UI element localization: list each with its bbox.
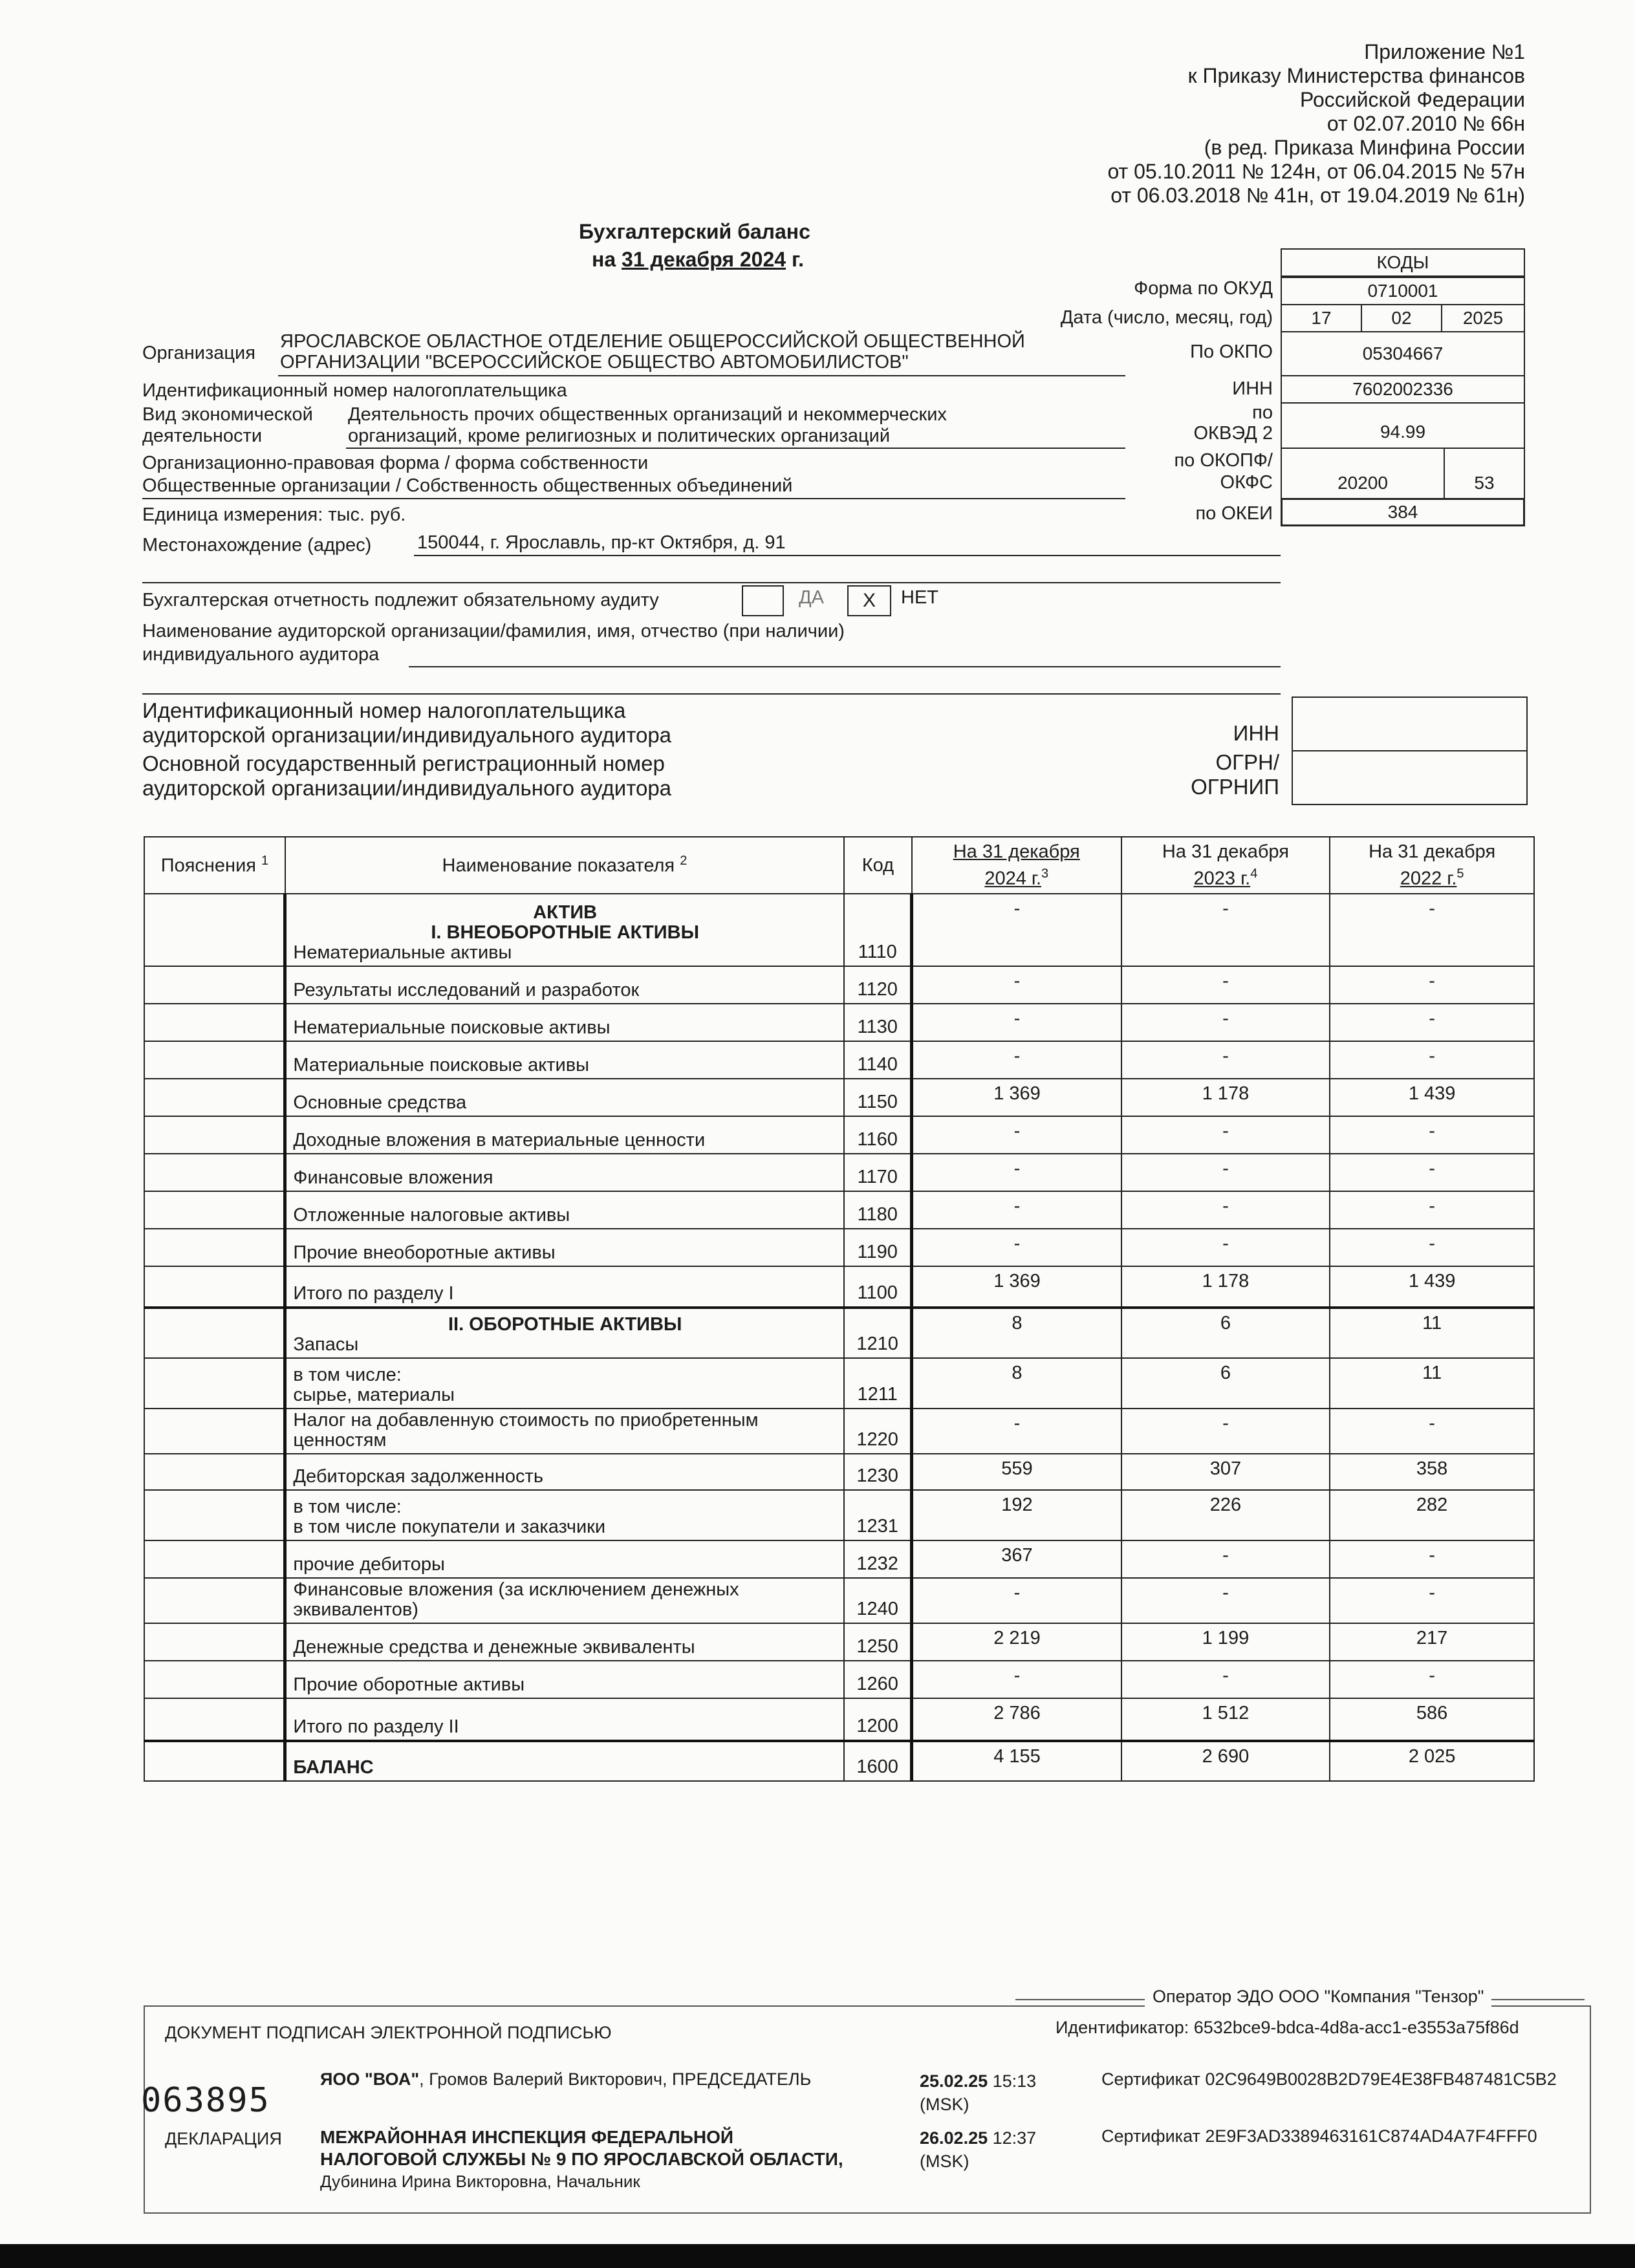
signer1-org: ЯОО "ВОА" xyxy=(320,2069,420,2089)
value-2023: - xyxy=(1121,1578,1330,1623)
value-2023: 1 199 xyxy=(1121,1623,1330,1661)
notes-cell xyxy=(144,1540,285,1578)
date-month: 02 xyxy=(1361,304,1442,332)
row-name: в том числе покупатели и заказчики xyxy=(293,1517,606,1537)
declaration-label: ДЕКЛАРАЦИЯ xyxy=(165,2129,282,2148)
value-2024: - xyxy=(912,894,1121,966)
value-2024: - xyxy=(912,1661,1121,1698)
value-2024: 1 369 xyxy=(912,1079,1121,1116)
row-name: Запасы xyxy=(293,1334,359,1355)
value-2024: - xyxy=(912,966,1121,1004)
auditor-ogrn-field[interactable] xyxy=(1292,750,1528,805)
auditor-inn-label-2: аудиторской организации/индивидуального аудитора xyxy=(142,723,672,747)
row-name-cell xyxy=(285,1741,844,1781)
address-underline-2 xyxy=(142,582,1281,583)
notes-cell xyxy=(144,1578,285,1623)
table-row xyxy=(144,1698,1534,1741)
notes-cell xyxy=(144,1490,285,1540)
row-name: прочие дебиторы xyxy=(293,1554,445,1575)
value-2024: 8 xyxy=(912,1308,1121,1358)
report-date xyxy=(592,248,804,272)
value-2024: - xyxy=(912,1154,1121,1191)
value-2024: 367 xyxy=(912,1540,1121,1578)
table-row xyxy=(144,1308,1534,1358)
value-2024: - xyxy=(912,1229,1121,1266)
row-name: Прочие оборотные активы xyxy=(293,1674,525,1695)
row-code: 1232 xyxy=(844,1540,912,1578)
value-2022: 11 xyxy=(1330,1308,1534,1358)
value-2024: 2 219 xyxy=(912,1623,1121,1661)
row-code: 1260 xyxy=(844,1661,912,1698)
row-code: 1600 xyxy=(844,1741,912,1781)
value-2023: - xyxy=(1121,1191,1330,1229)
row-name: Доходные вложения в материальные ценности xyxy=(293,1130,706,1150)
okopf-label-line: ОКФС xyxy=(1220,472,1273,493)
table-row xyxy=(144,1154,1534,1191)
signer1-tz: (MSK) xyxy=(920,2095,969,2114)
row-name: БАЛАНС xyxy=(293,1757,374,1778)
value-2024: - xyxy=(912,1578,1121,1623)
row-name-cell xyxy=(285,966,844,1004)
inn-field-label: Идентификационный номер налогоплательщика xyxy=(142,380,567,401)
audit-no-mark: X xyxy=(862,590,876,611)
audit-no-checkbox[interactable] xyxy=(847,585,891,616)
table-row xyxy=(144,1623,1534,1661)
date-day: 17 xyxy=(1281,304,1362,332)
row-name-cell xyxy=(285,894,844,966)
value-2023: - xyxy=(1121,1540,1330,1578)
balance-table xyxy=(144,836,1535,1782)
activity-label-2: деятельности xyxy=(142,426,263,446)
okved-label-line: ОКВЭД 2 xyxy=(1193,423,1273,444)
auditor-inn-field[interactable] xyxy=(1292,697,1528,751)
row-name-cell xyxy=(285,1578,844,1623)
row-code: 1140 xyxy=(844,1041,912,1079)
value-2024: 1 369 xyxy=(912,1266,1121,1308)
aktiv-heading: АКТИВ xyxy=(533,902,598,923)
row-name: сырье, материалы xyxy=(293,1385,455,1405)
row-code: 1190 xyxy=(844,1229,912,1266)
legal-form-underline xyxy=(142,498,1125,499)
row-name: Отложенные налоговые активы xyxy=(293,1205,570,1226)
audit-yes-checkbox[interactable] xyxy=(742,585,784,616)
value-2022: 282 xyxy=(1330,1490,1534,1540)
row-name-cell xyxy=(285,1409,844,1454)
signer2-date: 26.02.25 xyxy=(920,2128,988,2148)
auditor-ogrn-code xyxy=(1191,750,1279,799)
signer1-datetime xyxy=(920,2069,1036,2116)
notes-cell xyxy=(144,894,285,966)
notes-cell xyxy=(144,1409,285,1454)
signer2-time: 12:37 xyxy=(992,2128,1037,2148)
date-year: 2025 xyxy=(1441,304,1525,332)
value-2023: 1 178 xyxy=(1121,1266,1330,1308)
value-2022: 586 xyxy=(1330,1698,1534,1741)
table-row xyxy=(144,894,1534,966)
signer2-tz: (MSK) xyxy=(920,2152,969,2171)
notes-cell xyxy=(144,1308,285,1358)
legal-form-label: Организационно-правовая форма / форма собственности xyxy=(142,453,649,473)
notes-cell xyxy=(144,1266,285,1308)
signer1-date: 25.02.25 xyxy=(920,2071,988,2091)
value-2024: 2 786 xyxy=(912,1698,1121,1741)
okopf-value: 20200 xyxy=(1281,448,1445,499)
org-label: Организация xyxy=(142,343,255,363)
auditor-separator xyxy=(142,693,1281,695)
value-2023: 226 xyxy=(1121,1490,1330,1540)
row-name-cell xyxy=(285,1540,844,1578)
address-underline xyxy=(414,555,1281,556)
table-row xyxy=(144,1454,1534,1490)
signer1-person: , Громов Валерий Викторович, ПРЕДСЕДАТЕЛЬ xyxy=(419,2069,812,2089)
value-2024: - xyxy=(912,1041,1121,1079)
value-2023: - xyxy=(1121,1661,1330,1698)
value-2022: - xyxy=(1330,1191,1534,1229)
table-row xyxy=(144,1191,1534,1229)
inn-label: ИНН xyxy=(1232,378,1273,399)
row-code: 1220 xyxy=(844,1409,912,1454)
signer2-cert: Сертификат 2E9F3AD3389463161C874AD4A7F4FFF0 xyxy=(1101,2126,1537,2146)
row-name-cell xyxy=(285,1623,844,1661)
okud-label: Форма по ОКУД xyxy=(1134,278,1273,299)
signer2-person: Дубинина Ирина Викторовна, Начальник xyxy=(320,2172,640,2191)
activity-label-1: Вид экономической xyxy=(142,404,313,425)
auditor-ogrn-label-2: аудиторской организации/индивидуального аудитора xyxy=(142,776,672,800)
activity-value-2: организаций, кроме религиозных и политических организаций xyxy=(348,426,891,446)
audit-label: Бухгалтерская отчетность подлежит обязательному аудиту xyxy=(142,590,659,610)
okopf-label xyxy=(1174,449,1273,493)
org-name-line-2: ОРГАНИЗАЦИИ "ВСЕРОССИЙСКОЕ ОБЩЕСТВО АВТОМОБИЛИСТОВ" xyxy=(280,352,909,373)
table-header-row xyxy=(144,837,1534,894)
declaration-number: 063895 xyxy=(141,2081,270,2120)
value-2024: 4 155 xyxy=(912,1741,1121,1781)
value-2022: - xyxy=(1330,1229,1534,1266)
row-name: Прочие внеоборотные активы xyxy=(293,1242,556,1263)
audit-no-label: НЕТ xyxy=(901,587,938,608)
signer2-org-line1: МЕЖРАЙОННАЯ ИНСПЕКЦИЯ ФЕДЕРАЛЬНОЙ xyxy=(320,2127,734,2147)
table-row xyxy=(144,1661,1534,1698)
row-name: Денежные средства и денежные эквиваленты xyxy=(293,1637,695,1658)
address-label: Местонахождение (адрес) xyxy=(142,535,372,556)
org-name-line-1: ЯРОСЛАВСКОЕ ОБЛАСТНОЕ ОТДЕЛЕНИЕ ОБЩЕРОССИЙСКОЙ ОБЩЕСТВЕННОЙ xyxy=(280,331,1025,352)
auditor-inn-code: ИНН xyxy=(1233,721,1279,745)
value-2023: 1 178 xyxy=(1121,1079,1330,1116)
row-code: 1210 xyxy=(844,1308,912,1358)
row-code: 1250 xyxy=(844,1623,912,1661)
value-2023: - xyxy=(1121,966,1330,1004)
date-value: 31 декабря 2024 xyxy=(622,248,786,271)
codes-header: КОДЫ xyxy=(1281,248,1525,277)
appendix-line: Российской Федерации xyxy=(1300,88,1525,111)
ogrn-code-line: ОГРНИП xyxy=(1191,775,1279,799)
value-2023: - xyxy=(1121,1229,1330,1266)
document-title: Бухгалтерский баланс xyxy=(579,220,810,243)
value-2022: - xyxy=(1330,1661,1534,1698)
notes-cell xyxy=(144,1041,285,1079)
row-name: Финансовые вложения xyxy=(293,1167,493,1188)
value-2022: - xyxy=(1330,1540,1534,1578)
table-row xyxy=(144,1540,1534,1578)
table-row xyxy=(144,1266,1534,1308)
value-2023: - xyxy=(1121,894,1330,966)
value-2022: - xyxy=(1330,1116,1534,1154)
value-2024: - xyxy=(912,1191,1121,1229)
signature-identifier: Идентификатор: 6532bce9-bdca-4d8a-acc1-e3553a75f86d xyxy=(1056,2018,1519,2037)
table-row xyxy=(144,1490,1534,1540)
table-row xyxy=(144,1741,1534,1781)
row-code: 1240 xyxy=(844,1578,912,1623)
col-code-header: Код xyxy=(844,837,912,894)
value-2024: - xyxy=(912,1409,1121,1454)
scan-edge xyxy=(0,2244,1635,2268)
row-name-cell xyxy=(285,1079,844,1116)
notes-cell xyxy=(144,1229,285,1266)
notes-cell xyxy=(144,1454,285,1490)
org-underline xyxy=(278,375,1125,376)
auditor-name-label-2: индивидуального аудитора xyxy=(142,644,380,665)
value-2022: - xyxy=(1330,1041,1534,1079)
row-code: 1230 xyxy=(844,1454,912,1490)
row-name-cell xyxy=(285,1661,844,1698)
signer2-org-line2: НАЛОГОВОЙ СЛУЖБЫ № 9 ПО ЯРОСЛАВСКОЙ ОБЛАСТИ, xyxy=(320,2149,843,2169)
table-row xyxy=(144,1578,1534,1623)
row-code: 1180 xyxy=(844,1191,912,1229)
signer2-datetime xyxy=(920,2126,1036,2173)
notes-cell xyxy=(144,1116,285,1154)
row-name-prefix: в том числе: xyxy=(293,1496,402,1517)
row-name-cell xyxy=(285,1454,844,1490)
value-2023: - xyxy=(1121,1154,1330,1191)
address-value: 150044, г. Ярославль, пр-кт Октября, д. 91 xyxy=(417,532,786,553)
signed-title: ДОКУМЕНТ ПОДПИСАН ЭЛЕКТРОННОЙ ПОДПИСЬЮ xyxy=(165,2023,612,2042)
table-row xyxy=(144,1079,1534,1116)
value-2023: 6 xyxy=(1121,1308,1330,1358)
row-code: 1120 xyxy=(844,966,912,1004)
row-name-cell xyxy=(285,1041,844,1079)
row-name-cell xyxy=(285,1308,844,1358)
table-row xyxy=(144,1116,1534,1154)
row-name-cell xyxy=(285,1358,844,1409)
value-2022: 11 xyxy=(1330,1358,1534,1409)
value-2022: 1 439 xyxy=(1330,1266,1534,1308)
value-2022: 1 439 xyxy=(1330,1079,1534,1116)
okved-label-line: по xyxy=(1252,402,1273,423)
okei-value: 384 xyxy=(1281,498,1525,526)
notes-cell xyxy=(144,1079,285,1116)
auditor-name-label-1: Наименование аудиторской организации/фамилия, имя, отчество (при наличии) xyxy=(142,621,845,642)
notes-cell xyxy=(144,1358,285,1409)
activity-value-1: Деятельность прочих общественных организаций и некоммерческих xyxy=(348,404,947,425)
notes-cell xyxy=(144,1154,285,1191)
value-2024: 8 xyxy=(912,1358,1121,1409)
notes-cell xyxy=(144,1623,285,1661)
value-2023: - xyxy=(1121,1116,1330,1154)
table-row xyxy=(144,1358,1534,1409)
row-name: Результаты исследований и разработок xyxy=(293,980,640,1000)
value-2024: - xyxy=(912,1116,1121,1154)
audit-yes-label: ДА xyxy=(799,587,824,608)
okopf-label-line: по ОКОПФ/ xyxy=(1174,450,1273,471)
notes-cell xyxy=(144,1004,285,1041)
row-name-cell xyxy=(285,1154,844,1191)
value-2023: - xyxy=(1121,1004,1330,1041)
section1-heading: I. ВНЕОБОРОТНЫЕ АКТИВЫ xyxy=(431,922,699,943)
value-2022: - xyxy=(1330,1004,1534,1041)
row-code: 1231 xyxy=(844,1490,912,1540)
value-2023: 307 xyxy=(1121,1454,1330,1490)
value-2022: - xyxy=(1330,894,1534,966)
auditor-name-underline xyxy=(409,666,1281,667)
okpo-label: По ОКПО xyxy=(1190,341,1273,362)
section2-heading: II. ОБОРОТНЫЕ АКТИВЫ xyxy=(448,1314,682,1335)
row-name: Дебиторская задолженность xyxy=(293,1466,543,1487)
row-name: ценностям xyxy=(293,1430,387,1451)
unit-label: Единица измерения: тыс. руб. xyxy=(142,504,406,525)
row-name: Итого по разделу II xyxy=(293,1716,459,1737)
ogrn-code-line: ОГРН/ xyxy=(1215,750,1279,774)
table-row xyxy=(144,1004,1534,1041)
okfs-value: 53 xyxy=(1444,448,1525,499)
value-2022: - xyxy=(1330,1409,1534,1454)
signer1 xyxy=(320,2069,811,2090)
row-name: Итого по разделу I xyxy=(293,1283,454,1304)
okved-label xyxy=(1194,402,1273,444)
value-2022: - xyxy=(1330,1578,1534,1623)
row-code: 1150 xyxy=(844,1079,912,1116)
row-code: 1160 xyxy=(844,1116,912,1154)
appendix-block xyxy=(1107,40,1525,208)
row-name-cell xyxy=(285,1116,844,1154)
appendix-line: к Приказу Министерства финансов xyxy=(1187,64,1525,87)
okud-value: 0710001 xyxy=(1281,277,1525,305)
col-2023-header: На 31 декабря 2023 г.$^4$ xyxy=(1121,837,1330,894)
operator-label: Оператор ЭДО ООО "Компания "Тензор" xyxy=(1145,1987,1491,2007)
row-code: 1100 xyxy=(844,1266,912,1308)
appendix-line: от 05.10.2011 № 124н, от 06.04.2015 № 57н xyxy=(1107,160,1525,183)
value-2023: - xyxy=(1121,1409,1330,1454)
auditor-ogrn-label-1: Основной государственный регистрационный номер xyxy=(142,751,665,775)
row-name: эквивалентов) xyxy=(293,1599,418,1620)
row-name-cell xyxy=(285,1004,844,1041)
col-name-header: Наименование показателя $^2$ xyxy=(285,837,844,894)
row-name-cell xyxy=(285,1490,844,1540)
notes-cell xyxy=(144,966,285,1004)
row-code: 1130 xyxy=(844,1004,912,1041)
row-name: Нематериальные поисковые активы xyxy=(293,1017,611,1038)
date-label: Дата (число, месяц, год) xyxy=(1060,307,1273,328)
table-row xyxy=(144,966,1534,1004)
signer1-time: 15:13 xyxy=(992,2071,1037,2091)
row-code: 1200 xyxy=(844,1698,912,1741)
table-row xyxy=(144,1409,1534,1454)
okved-value: 94.99 xyxy=(1281,402,1525,449)
row-name-prefix: Финансовые вложения (за исключением денежных xyxy=(293,1579,739,1600)
col-2024-header: На 31 декабря 2024 г.$^3$ xyxy=(912,837,1121,894)
row-name-cell xyxy=(285,1698,844,1741)
table-row xyxy=(144,1229,1534,1266)
row-name: Основные средства xyxy=(293,1092,467,1113)
value-2024: - xyxy=(912,1004,1121,1041)
col-2022-header: На 31 декабря 2022 г.$^5$ xyxy=(1330,837,1534,894)
table-row xyxy=(144,1041,1534,1079)
legal-form-value: Общественные организации / Собственность общественных объединений xyxy=(142,475,793,496)
value-2022: - xyxy=(1330,1154,1534,1191)
row-code: 1170 xyxy=(844,1154,912,1191)
row-name-prefix: в том числе: xyxy=(293,1365,402,1385)
notes-cell xyxy=(144,1191,285,1229)
auditor-inn-label-1: Идентификационный номер налогоплательщика xyxy=(142,698,626,722)
row-name: Материальные поисковые активы xyxy=(293,1055,589,1075)
notes-cell xyxy=(144,1698,285,1741)
signer2 xyxy=(320,2126,843,2192)
notes-cell xyxy=(144,1661,285,1698)
inn-value: 7602002336 xyxy=(1281,375,1525,404)
row-name: Нематериальные активы xyxy=(293,942,512,963)
date-prefix: на xyxy=(592,248,616,271)
value-2024: 192 xyxy=(912,1490,1121,1540)
value-2023: 2 690 xyxy=(1121,1741,1330,1781)
appendix-line: Приложение №1 xyxy=(1364,40,1525,63)
activity-underline xyxy=(346,448,1125,449)
row-name-cell xyxy=(285,1266,844,1308)
appendix-line: (в ред. Приказа Минфина России xyxy=(1204,136,1525,159)
value-2022: 2 025 xyxy=(1330,1741,1534,1781)
row-name-prefix: Налог на добавленную стоимость по приобретенным xyxy=(293,1410,759,1431)
row-code: 1211 xyxy=(844,1358,912,1409)
row-name-cell xyxy=(285,1229,844,1266)
value-2023: 1 512 xyxy=(1121,1698,1330,1741)
okei-label: по ОКЕИ xyxy=(1195,503,1273,524)
value-2022: - xyxy=(1330,966,1534,1004)
value-2022: 358 xyxy=(1330,1454,1534,1490)
col-notes-header: Пояснения $^1$ xyxy=(144,837,285,894)
value-2022: 217 xyxy=(1330,1623,1534,1661)
row-code: 1110 xyxy=(844,894,912,966)
appendix-line: от 06.03.2018 № 41н, от 19.04.2019 № 61н) xyxy=(1110,184,1525,207)
date-suffix: г. xyxy=(791,248,804,271)
appendix-line: от 02.07.2010 № 66н xyxy=(1326,112,1525,135)
value-2023: 6 xyxy=(1121,1358,1330,1409)
signer1-cert: Сертификат 02C9649B0028B2D79E4E38FB487481C5B2 xyxy=(1101,2069,1557,2089)
row-name-cell xyxy=(285,1191,844,1229)
value-2023: - xyxy=(1121,1041,1330,1079)
notes-cell xyxy=(144,1741,285,1781)
value-2024: 559 xyxy=(912,1454,1121,1490)
okpo-value: 05304667 xyxy=(1281,331,1525,376)
